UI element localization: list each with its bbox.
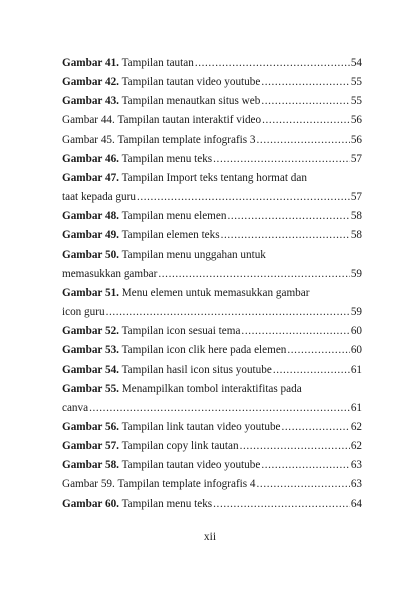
list-of-figures xyxy=(62,54,362,514)
figure-title: Tampilan tautan video youtube xyxy=(121,459,261,472)
figure-label: Gambar 50. xyxy=(62,248,119,261)
figure-label: Gambar 45. xyxy=(62,133,115,146)
figure-entry xyxy=(62,361,362,380)
dot-leader xyxy=(257,131,350,150)
figure-entry xyxy=(62,456,362,475)
dot-leader xyxy=(213,495,350,514)
figure-page-number: 62 xyxy=(350,440,362,453)
figure-title: taat kepada guru xyxy=(62,191,136,204)
figure-entry xyxy=(62,150,362,169)
figure-label: Gambar 56. xyxy=(62,420,119,433)
figure-entry xyxy=(62,246,362,284)
figure-title: Tampilan Import teks tentang hormat dan xyxy=(121,171,307,184)
figure-entry xyxy=(62,437,362,456)
figure-entry xyxy=(62,92,362,111)
figure-title: Tampilan tautan xyxy=(121,57,194,69)
figure-page-number: 58 xyxy=(350,229,362,242)
dot-leader xyxy=(227,207,349,226)
figure-entry xyxy=(62,226,362,245)
figure-title: memasukkan gambar xyxy=(62,267,158,280)
dot-leader xyxy=(241,322,349,341)
figure-page-number: 55 xyxy=(350,95,362,108)
figure-title: Menu elemen untuk memasukkan gambar xyxy=(121,286,310,299)
figure-page-number: 56 xyxy=(350,114,362,127)
figure-page-number: 59 xyxy=(350,306,362,319)
figure-page-number: 57 xyxy=(350,191,362,204)
figure-label: Gambar 55. xyxy=(62,382,119,395)
dot-leader xyxy=(158,265,349,284)
figure-label: Gambar 59. xyxy=(62,478,115,491)
figure-title: Tampilan template infografis 4 xyxy=(117,478,256,491)
figure-page-number: 55 xyxy=(350,76,362,89)
figure-entry xyxy=(62,341,362,360)
figure-title: Tampilan menautkan situs web xyxy=(121,95,261,108)
figure-page-number: 61 xyxy=(350,401,362,414)
figure-label: Gambar 46. xyxy=(62,152,119,165)
figure-entry xyxy=(62,131,362,150)
dot-leader xyxy=(257,475,350,494)
figure-title: Tampilan copy link tautan xyxy=(121,440,239,453)
figure-title: Tampilan menu teks xyxy=(121,152,213,165)
figure-label: Gambar 44. xyxy=(62,114,115,127)
dot-leader xyxy=(261,456,350,475)
figure-page-number: 57 xyxy=(350,152,362,165)
figure-title: Tampilan menu unggahan untuk xyxy=(121,248,266,261)
dot-leader xyxy=(221,226,350,245)
dot-leader xyxy=(261,92,350,111)
figure-title: Tampilan icon sesuai tema xyxy=(121,325,241,338)
figure-title: Tampilan template infografis 3 xyxy=(117,133,256,146)
figure-page-number: 64 xyxy=(350,497,362,510)
figure-entry xyxy=(62,418,362,437)
figure-page-number: 56 xyxy=(350,133,362,146)
figure-page-number: 60 xyxy=(350,325,362,338)
dot-leader xyxy=(261,73,350,92)
figure-page-number: 59 xyxy=(350,267,362,280)
figure-label: Gambar 52. xyxy=(62,325,119,338)
figure-page-number: 58 xyxy=(350,210,362,223)
figure-entry xyxy=(62,495,362,514)
figure-entry xyxy=(62,475,362,494)
figure-title: Tampilan link tautan video youtube xyxy=(121,420,281,433)
figure-title: Tampilan hasil icon situs youtube xyxy=(121,363,272,376)
figure-title: Menampilkan tombol interaktifitas pada xyxy=(121,382,302,395)
figure-title: canva xyxy=(62,401,89,414)
figure-label: Gambar 42. xyxy=(62,76,119,89)
figure-label: Gambar 57. xyxy=(62,440,119,453)
figure-label: Gambar 54. xyxy=(62,363,119,376)
figure-page-number: 62 xyxy=(350,420,362,433)
dot-leader xyxy=(240,437,350,456)
figure-entry xyxy=(62,169,362,207)
figure-page-number: 60 xyxy=(350,344,362,357)
figure-entry xyxy=(62,54,362,73)
dot-leader xyxy=(213,150,350,169)
figure-label: Gambar 53. xyxy=(62,344,119,357)
figure-page-number: 61 xyxy=(350,363,362,376)
figure-label: Gambar 41. xyxy=(62,57,119,69)
dot-leader xyxy=(282,418,350,437)
page-number: xii xyxy=(203,531,217,543)
figure-entry xyxy=(62,284,362,322)
dot-leader xyxy=(137,188,350,207)
figure-title: Tampilan menu elemen xyxy=(121,210,227,223)
dot-leader xyxy=(262,111,350,130)
figure-label: Gambar 47. xyxy=(62,171,119,184)
figure-page-number: 54 xyxy=(350,57,362,69)
dot-leader xyxy=(106,303,350,322)
figure-label: Gambar 43. xyxy=(62,95,119,108)
figure-entry xyxy=(62,207,362,226)
figure-entry xyxy=(62,111,362,130)
figure-label: Gambar 48. xyxy=(62,210,119,223)
figure-label: Gambar 49. xyxy=(62,229,119,242)
figure-title: Tampilan tautan video youtube xyxy=(121,76,261,89)
figure-entry xyxy=(62,322,362,341)
dot-leader xyxy=(273,361,350,380)
figure-title: Tampilan elemen teks xyxy=(121,229,220,242)
figure-entry xyxy=(62,380,362,418)
figure-page-number: 63 xyxy=(350,459,362,472)
dot-leader xyxy=(287,341,349,360)
figure-title: icon guru xyxy=(62,306,105,319)
dot-leader xyxy=(89,399,350,418)
figure-label: Gambar 51. xyxy=(62,286,119,299)
figure-entry xyxy=(62,73,362,92)
figure-title: Tampilan menu teks xyxy=(121,497,213,510)
figure-title: Tampilan icon clik here pada elemen xyxy=(121,344,287,357)
figure-title: Tampilan tautan interaktif video xyxy=(117,114,262,127)
figure-label: Gambar 58. xyxy=(62,459,119,472)
figure-label: Gambar 60. xyxy=(62,497,119,510)
dot-leader xyxy=(195,54,350,73)
figure-page-number: 63 xyxy=(350,478,362,491)
